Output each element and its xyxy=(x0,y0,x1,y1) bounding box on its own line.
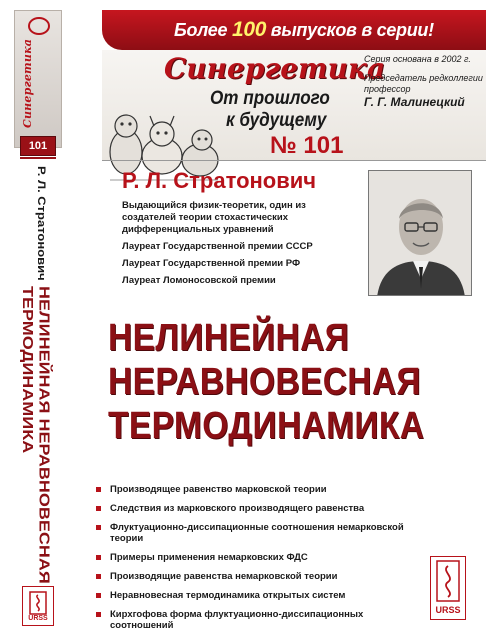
topic-item: Неравновесная термодинамика открытых систем xyxy=(96,590,426,601)
book-title-line: ТЕРМОДИНАМИКА xyxy=(108,405,425,447)
topic-item: Флуктуационно-диссипационные соотношения немарковской теории xyxy=(96,522,426,544)
topic-item: Примеры применения немарковских ФДС xyxy=(96,552,426,563)
series-info xyxy=(364,54,484,154)
spine-issue-number: 101 xyxy=(20,136,56,156)
spine-author: Р. Л. Стратонович xyxy=(35,166,49,281)
promo-banner-text xyxy=(174,18,486,42)
issue-number-badge: № 101 xyxy=(270,132,344,159)
topics-list xyxy=(96,484,426,631)
book-title xyxy=(108,316,434,456)
banner-prefix: Более xyxy=(174,20,228,40)
spine-title-line: НЕЛИНЕЙНАЯ НЕРАВНОВЕСНАЯ xyxy=(36,286,53,584)
topic-item: Производящее равенство марковской теории xyxy=(96,484,426,495)
banner-count: 100 xyxy=(231,18,267,41)
header-divider xyxy=(102,160,486,161)
spine-publisher-logo xyxy=(22,586,54,626)
series-title: Синергетика xyxy=(164,52,386,85)
publisher-name: URSS xyxy=(435,605,461,615)
spine-series-logo: Синергетика xyxy=(21,38,34,128)
author-name: Р. Л. Стратонович xyxy=(122,168,317,193)
author-credit: Лауреат Государственной премии РФ xyxy=(122,258,301,269)
publisher-emblem-icon xyxy=(29,591,47,615)
author-portrait-image xyxy=(369,171,472,296)
series-editor-role: Председатель редколлегии профессор xyxy=(364,73,483,94)
topic-item: Следствия из марковского производящего равенства xyxy=(96,503,426,514)
topic-item: Производящие равенства немарковской теории xyxy=(96,571,426,582)
spine-title xyxy=(18,286,52,586)
spine-title-line: ТЕРМОДИНАМИКА xyxy=(19,286,37,454)
series-founded: Серия основана в 2002 г. xyxy=(364,54,471,64)
author-credit: Лауреат Государственной премии СССР xyxy=(122,241,313,252)
spine-publisher-name: URSS xyxy=(28,614,48,622)
promo-banner xyxy=(102,10,486,50)
book-title-line: НЕЛИНЕЙНАЯ xyxy=(108,317,350,359)
front-cover xyxy=(72,10,486,631)
publisher-emblem-icon xyxy=(431,557,465,619)
author-credit: Лауреат Ломоносовской премии xyxy=(122,275,276,286)
book-title-line: НЕРАВНОВЕСНАЯ xyxy=(108,361,421,403)
publisher-logo xyxy=(430,556,466,620)
topic-item: Кирхгофова форма флуктуационно-диссипационных соотношений xyxy=(96,609,426,631)
author-credit: Выдающийся физик-теоретик, один из создателей теории стохастических дифференциальных уравнений xyxy=(122,200,306,235)
spine-divider xyxy=(20,157,56,159)
book-spine xyxy=(14,10,62,626)
series-editor-name: Г. Г. Малинецкий xyxy=(364,95,465,109)
series-subtitle: От прошлого xyxy=(210,88,330,109)
series-subtitle: к будущему xyxy=(226,110,327,131)
author-portrait xyxy=(368,170,472,296)
series-emblem-icon xyxy=(28,17,50,35)
series-header xyxy=(102,50,486,160)
banner-suffix: выпусков в серии! xyxy=(270,20,434,40)
author-credits xyxy=(122,200,362,300)
spine-series-panel xyxy=(14,10,62,148)
